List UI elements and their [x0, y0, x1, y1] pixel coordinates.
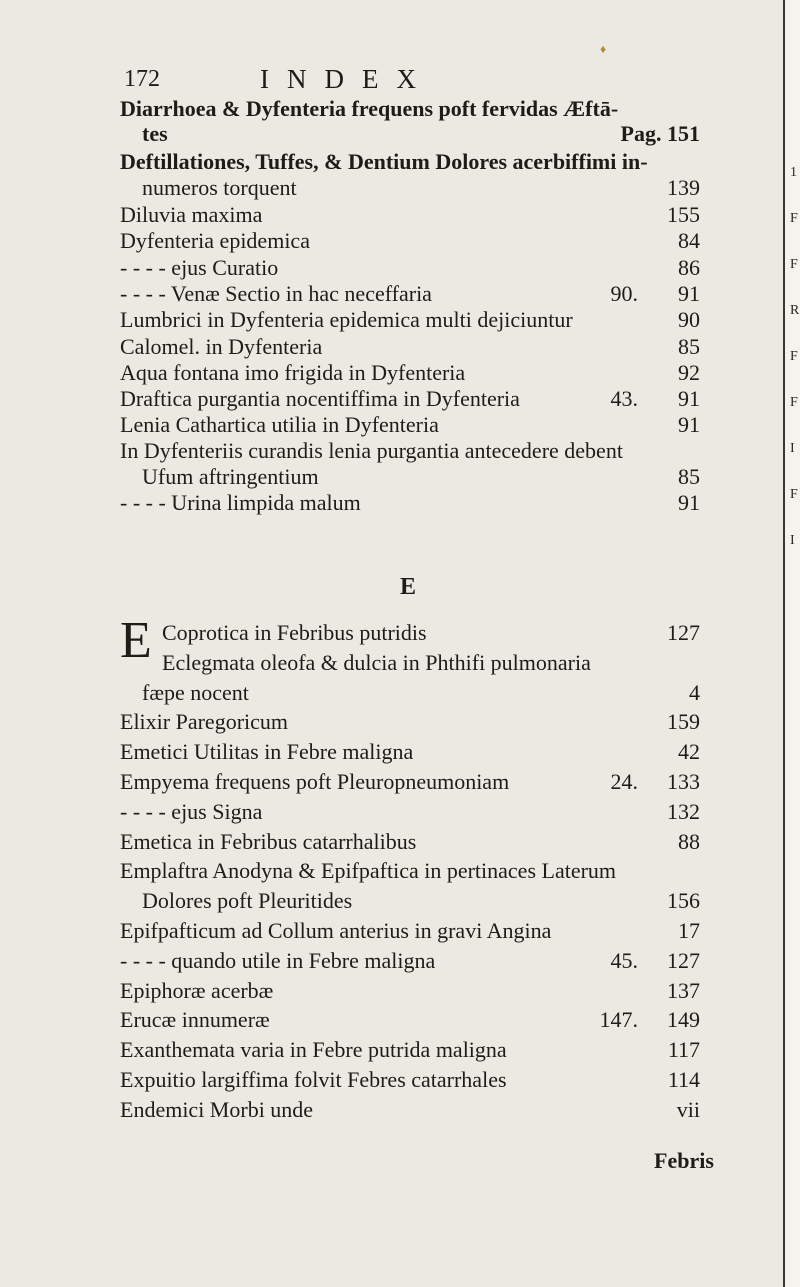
entry-page-ref: 91	[678, 386, 700, 411]
entry-text: Emetici Utilitas in Febre maligna	[120, 739, 414, 764]
entry-text: - - - - quando utile in Febre maligna	[120, 948, 436, 973]
entry-page-ref: 149	[667, 1007, 700, 1032]
entry-text: fæpe nocent	[142, 680, 249, 705]
index-entry	[120, 281, 700, 307]
entry-page-ref: 4	[689, 680, 700, 705]
entry-text: Elixir Paregoricum	[120, 709, 289, 734]
next-leaf-glyphs: 1 F F R F F I F I	[790, 165, 800, 548]
entry-text: - - - - ejus Signa	[120, 799, 263, 824]
entry-text: Empyema frequens poft Pleuropneumoniam	[120, 769, 510, 794]
entry-text: Lumbrici in Dyfenteria epidemica multi dejiciuntur	[120, 307, 573, 332]
entry-page-ref: 159	[667, 709, 700, 734]
entry-page-ref: 117	[667, 1037, 700, 1062]
entry-text: Emetica in Febribus catarrhalibus	[120, 829, 417, 854]
index-entry	[120, 1007, 700, 1033]
index-entry	[120, 739, 700, 765]
entry-page-ref: 114	[667, 1067, 700, 1092]
index-entry	[120, 121, 700, 147]
entry-page-ref: 42	[678, 739, 700, 764]
entry-page-ref: 127	[667, 948, 700, 973]
catchword: Febris	[654, 1148, 714, 1173]
entry-page-ref-secondary: 43.	[610, 386, 638, 411]
entry-text: Dolores poft Pleuritides	[142, 888, 353, 913]
index-entry	[120, 650, 700, 676]
index-entry	[120, 464, 700, 490]
entry-text: Emplaftra Anodyna & Epifpaftica in pertinaces Laterum	[120, 858, 617, 883]
entry-page-ref: 92	[678, 360, 700, 385]
index-entry	[120, 769, 700, 795]
entry-text: Aqua fontana imo frigida in Dyfenteria	[120, 360, 466, 385]
index-entry	[120, 228, 700, 254]
entry-text: Eclegmata oleofa & dulcia in Phthifi pulmonaria	[162, 650, 591, 675]
index-entry	[120, 149, 700, 175]
entry-page-ref: 17	[678, 918, 700, 943]
entry-text: numeros torquent	[142, 175, 297, 200]
index-entry	[120, 360, 700, 386]
running-title: INDEX	[260, 64, 434, 94]
entry-text: Coprotica in Febribus putridis	[162, 620, 427, 645]
entry-page-ref: Pag. 151	[620, 121, 700, 146]
entry-text: Epifpafticum ad Collum anterius in gravi Angina	[120, 918, 552, 943]
entry-page-ref-secondary: 24.	[610, 769, 638, 794]
entry-text: tes	[142, 121, 168, 146]
entry-page-ref: 91	[678, 281, 700, 306]
entry-text: Deftillationes, Tuffes, & Dentium Dolores acerbiffimi in-	[120, 149, 648, 174]
entry-page-ref: 85	[678, 464, 700, 489]
section-heading-e: E	[400, 574, 417, 600]
page-number: 172	[124, 66, 160, 92]
drop-cap-letter: E	[120, 612, 152, 669]
index-entry	[120, 918, 700, 944]
entry-text: Diarrhoea & Dyfenteria frequens poft fervidas Æftā-	[120, 96, 619, 121]
index-entry	[120, 412, 700, 438]
index-entry	[120, 1037, 700, 1063]
entry-page-ref-secondary: 45.	[610, 948, 638, 973]
entry-text: Dyfenteria epidemica	[120, 228, 310, 253]
entry-page-ref: 84	[678, 228, 700, 253]
ink-mark: ♦	[600, 42, 607, 56]
entry-page-ref: 85	[678, 334, 700, 359]
entry-page-ref: 132	[667, 799, 700, 824]
entry-page-ref: 88	[678, 829, 700, 854]
entry-text: In Dyfenteriis curandis lenia purgantia antecedere debent	[120, 438, 623, 463]
index-entry	[120, 175, 700, 201]
index-entry	[120, 799, 700, 825]
index-entry	[120, 1097, 700, 1123]
entry-text: Lenia Cathartica utilia in Dyfenteria	[120, 412, 439, 437]
entry-page-ref: 91	[678, 490, 700, 515]
entry-page-ref: 139	[667, 175, 700, 200]
index-entry	[120, 888, 700, 914]
entry-text: Expuitio largiffima folvit Febres catarrhales	[120, 1067, 507, 1092]
entry-page-ref-secondary: 147.	[599, 1007, 638, 1032]
index-entry	[120, 858, 700, 884]
index-entry	[120, 202, 700, 228]
entry-page-ref: 90	[678, 307, 700, 332]
entry-text: Endemici Morbi unde	[120, 1097, 314, 1122]
index-entry	[120, 386, 700, 412]
entry-text: Exanthemata varia in Febre putrida maligna	[120, 1037, 507, 1062]
index-entry	[120, 334, 700, 360]
index-entry	[120, 1067, 700, 1093]
entry-text: Draftica purgantia nocentiffima in Dyfenteria	[120, 386, 520, 411]
entry-text: - - - - Venæ Sectio in hac neceffaria	[120, 281, 432, 306]
entry-page-ref: 155	[667, 202, 700, 227]
entry-page-ref: 91	[678, 412, 700, 437]
index-entry	[120, 680, 700, 706]
entry-page-ref: 156	[667, 888, 700, 913]
entry-page-ref: 133	[667, 769, 700, 794]
entry-text: - - - - Urina limpida malum	[120, 490, 361, 515]
entry-text: Epiphoræ acerbæ	[120, 978, 274, 1003]
index-entry	[120, 709, 700, 735]
entry-text: Ufum aftringentium	[142, 464, 319, 489]
entry-text: Calomel. in Dyfenteria	[120, 334, 323, 359]
page-header	[124, 64, 684, 94]
index-entry	[120, 438, 700, 464]
index-entry	[120, 620, 700, 646]
entry-text: Diluvia maxima	[120, 202, 263, 227]
index-entry	[120, 978, 700, 1004]
index-entry	[120, 829, 700, 855]
entry-text: - - - - ejus Curatio	[120, 255, 279, 280]
entry-page-ref: 127	[667, 620, 700, 645]
index-entry	[120, 255, 700, 281]
index-entry	[120, 490, 700, 516]
entry-page-ref: 86	[678, 255, 700, 280]
index-entry	[120, 96, 700, 122]
entry-page-ref-secondary: 90.	[610, 281, 638, 306]
entry-page-ref: 137	[667, 978, 700, 1003]
index-entry	[120, 948, 700, 974]
entry-page-ref: vii	[676, 1097, 700, 1122]
index-entry	[120, 307, 700, 333]
entry-text: Erucæ innumeræ	[120, 1007, 270, 1032]
